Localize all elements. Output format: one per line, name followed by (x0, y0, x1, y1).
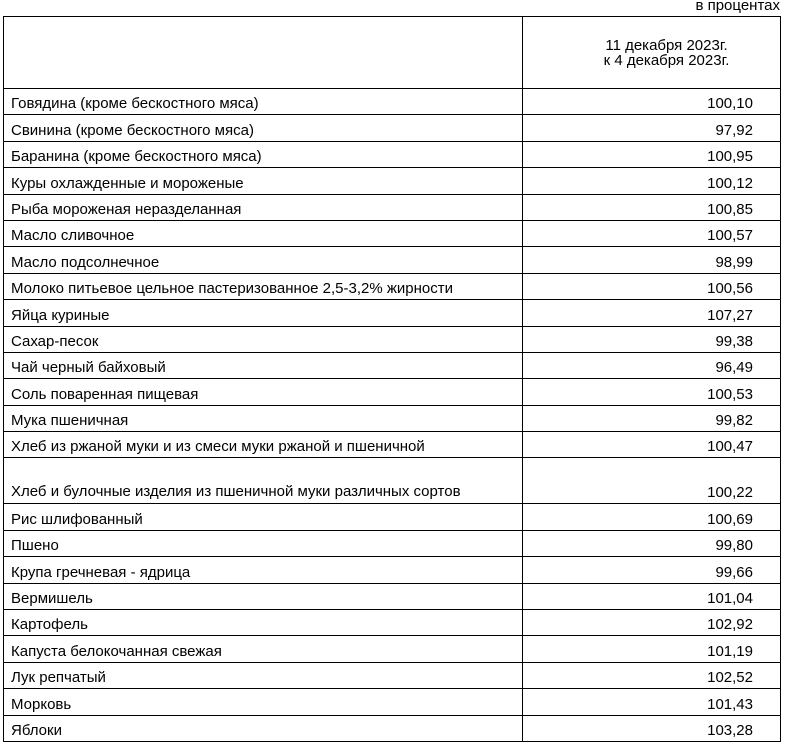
product-name: Масло подсолнечное (4, 247, 523, 273)
table-row (4, 89, 781, 115)
product-name: Говядина (кроме бескостного мяса) (4, 89, 523, 115)
index-value: 103,28 (523, 715, 781, 741)
index-value: 100,53 (523, 379, 781, 405)
index-value: 100,69 (523, 504, 781, 530)
index-value: 96,49 (523, 352, 781, 378)
table-row (4, 458, 781, 504)
header-period-line2: к 4 декабря 2023г. (603, 52, 730, 69)
index-value: 100,85 (523, 194, 781, 220)
index-value: 97,92 (523, 115, 781, 141)
table-row (4, 610, 781, 636)
product-name: Яйца куриные (4, 300, 523, 326)
index-value: 102,92 (523, 610, 781, 636)
product-name: Соль поваренная пищевая (4, 379, 523, 405)
table-row (4, 504, 781, 530)
header-period-cell (523, 17, 781, 89)
product-name: Мука пшеничная (4, 405, 523, 431)
product-name: Куры охлажденные и мороженые (4, 168, 523, 194)
product-name: Вермишель (4, 583, 523, 609)
table-header-row (4, 17, 781, 89)
index-value: 101,04 (523, 583, 781, 609)
table-row (4, 715, 781, 741)
product-name: Яблоки (4, 715, 523, 741)
index-value: 107,27 (523, 300, 781, 326)
table-row (4, 530, 781, 556)
table-row (4, 220, 781, 246)
index-value: 100,10 (523, 89, 781, 115)
table-row (4, 662, 781, 688)
table-row (4, 115, 781, 141)
index-value: 100,47 (523, 432, 781, 458)
index-value: 102,52 (523, 662, 781, 688)
table-row (4, 141, 781, 167)
units-label: в процентах (695, 0, 780, 14)
table-row (4, 273, 781, 299)
index-value: 100,22 (523, 458, 781, 504)
table-row (4, 326, 781, 352)
table-row (4, 636, 781, 662)
price-index-table (3, 16, 781, 742)
table-row (4, 689, 781, 715)
index-value: 99,80 (523, 530, 781, 556)
index-value: 100,12 (523, 168, 781, 194)
index-value: 100,95 (523, 141, 781, 167)
product-name: Капуста белокочанная свежая (4, 636, 523, 662)
product-name: Лук репчатый (4, 662, 523, 688)
product-name: Хлеб из ржаной муки и из смеси муки ржаной и пшеничной (4, 432, 523, 458)
product-name: Баранина (кроме бескостного мяса) (4, 141, 523, 167)
table-row (4, 168, 781, 194)
product-name: Картофель (4, 610, 523, 636)
product-name: Морковь (4, 689, 523, 715)
table-row (4, 194, 781, 220)
product-name: Масло сливочное (4, 220, 523, 246)
index-value: 99,66 (523, 557, 781, 583)
index-value: 99,38 (523, 326, 781, 352)
product-name: Рыба мороженая неразделанная (4, 194, 523, 220)
product-name: Рис шлифованный (4, 504, 523, 530)
table-row (4, 405, 781, 431)
product-name: Свинина (кроме бескостного мяса) (4, 115, 523, 141)
index-value: 101,19 (523, 636, 781, 662)
index-value: 100,56 (523, 273, 781, 299)
header-period-line1: 11 декабря 2023г. (605, 37, 728, 54)
product-name: Пшено (4, 530, 523, 556)
table-row (4, 352, 781, 378)
product-name: Сахар-песок (4, 326, 523, 352)
table-row (4, 379, 781, 405)
table-row (4, 432, 781, 458)
index-value: 100,57 (523, 220, 781, 246)
table-row (4, 557, 781, 583)
product-name: Хлеб и булочные изделия из пшеничной муки различных сортов (4, 458, 523, 504)
index-value: 98,99 (523, 247, 781, 273)
table-row (4, 583, 781, 609)
table-row (4, 300, 781, 326)
header-empty-cell (4, 17, 523, 89)
index-value: 99,82 (523, 405, 781, 431)
product-name: Молоко питьевое цельное пастеризованное 2,5-3,2% жирности (4, 273, 523, 299)
table-row (4, 247, 781, 273)
product-name: Крупа гречневая - ядрица (4, 557, 523, 583)
index-value: 101,43 (523, 689, 781, 715)
product-name: Чай черный байховый (4, 352, 523, 378)
